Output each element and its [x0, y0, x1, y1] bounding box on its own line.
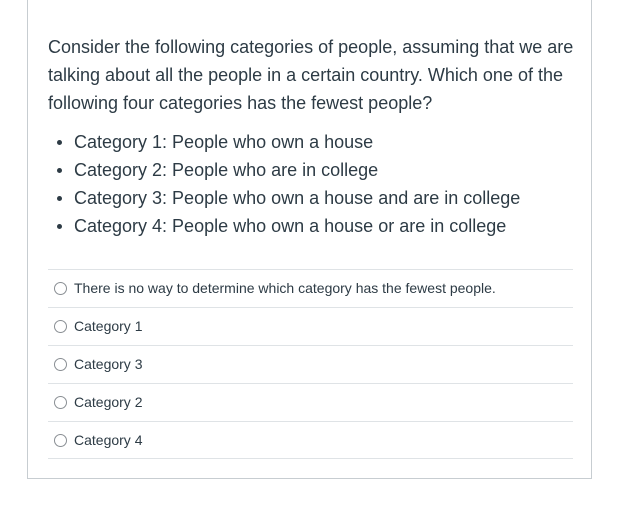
category-item: [48, 156, 578, 184]
answer-list: [48, 269, 573, 459]
category-item: [48, 212, 578, 240]
category-label: Category 4: People who own a house or are in college: [74, 216, 507, 236]
radio-button[interactable]: [54, 320, 67, 333]
category-label: Category 2: People who are in college: [74, 160, 379, 180]
bullet-icon: [57, 168, 62, 173]
radio-button[interactable]: [54, 434, 67, 447]
answer-option-category-3[interactable]: [48, 345, 573, 383]
answer-option-no-way[interactable]: [48, 269, 573, 307]
answer-label[interactable]: Category 4: [74, 432, 143, 448]
category-label: Category 3: People who own a house and are in college: [74, 188, 521, 208]
category-list: [48, 128, 578, 240]
category-item: [48, 128, 578, 156]
question-text: Consider the following categories of people, assuming that we are talking about all the people in a certain country. Which one of the following four categories has the fewest people?: [48, 37, 574, 113]
answer-label[interactable]: There is no way to determine which category has the fewest people.: [74, 280, 496, 296]
answer-option-category-2[interactable]: [48, 383, 573, 421]
answer-label[interactable]: Category 2: [74, 394, 143, 410]
category-label: Category 1: People who own a house: [74, 132, 374, 152]
question-card: [27, 0, 592, 479]
bullet-icon: [57, 224, 62, 229]
answer-option-category-1[interactable]: [48, 307, 573, 345]
answer-option-category-4[interactable]: [48, 421, 573, 459]
bullet-icon: [57, 140, 62, 145]
answer-label[interactable]: Category 1: [74, 318, 143, 334]
answer-label[interactable]: Category 3: [74, 356, 143, 372]
radio-button[interactable]: [54, 282, 67, 295]
category-item: [48, 184, 578, 212]
radio-button[interactable]: [54, 358, 67, 371]
radio-button[interactable]: [54, 396, 67, 409]
bullet-icon: [57, 196, 62, 201]
